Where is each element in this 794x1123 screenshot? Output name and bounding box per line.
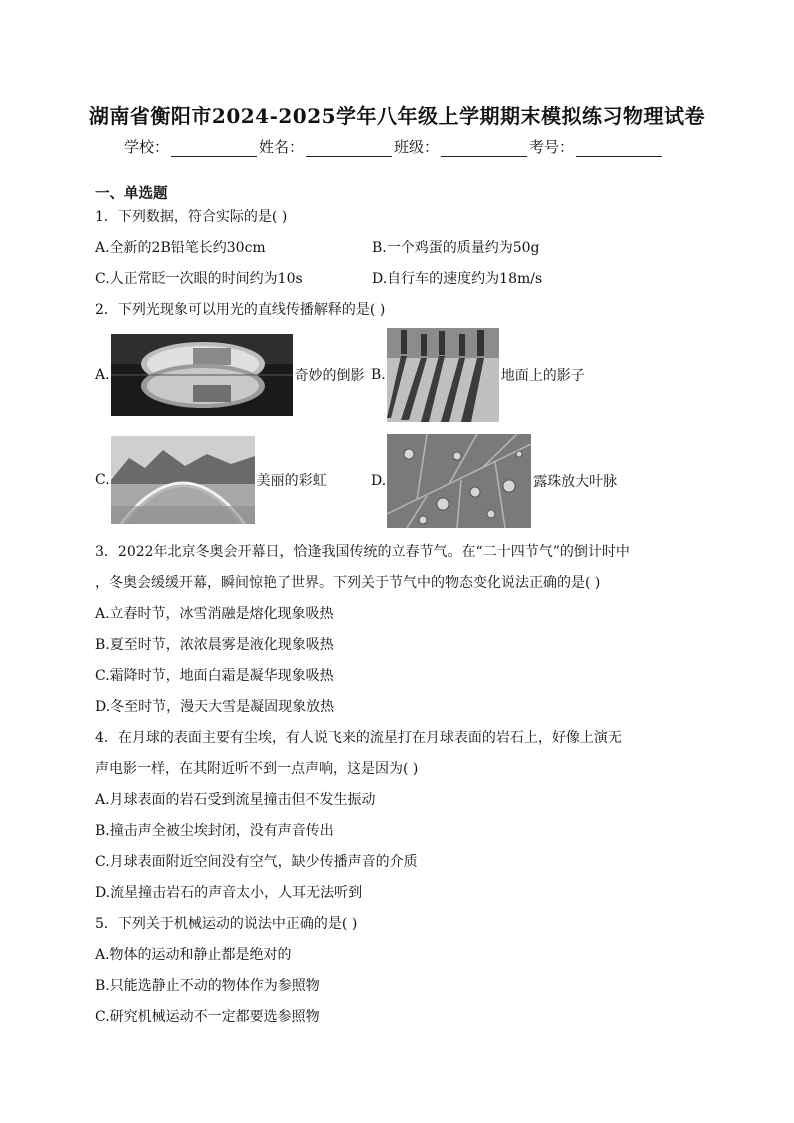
section-heading: 一、单选题 (95, 185, 168, 202)
q4-stem-line1: 4．在月球的表面主要有尘埃，有人说飞来的流星打在月球表面的岩石上，好像上演无 (95, 730, 622, 746)
q2-option-c-caption: 美丽的彩虹 (256, 473, 327, 489)
student-info-row (124, 136, 664, 157)
school-label: 学校： (124, 138, 170, 156)
q4-option-b: B.撞击声全被尘埃封闭，没有声音传出 (95, 823, 334, 839)
q4-option-a: A.月球表面的岩石受到流星撞击但不发生振动 (95, 792, 376, 808)
q4-option-d: D.流星撞击岩石的声音太小，人耳无法听到 (95, 885, 363, 901)
school-blank[interactable] (171, 142, 257, 157)
q3-option-c: C.霜降时节，地面白霜是凝华现象吸热 (95, 668, 334, 684)
q1-stem: 1．下列数据，符合实际的是( ) (95, 209, 288, 225)
rainbow-landscape-image (111, 436, 255, 524)
number-label: 考号： (529, 138, 575, 156)
q2-option-d-caption: 露珠放大叶脉 (533, 474, 618, 490)
q2-stem: 2．下列光现象可以用光的直线传播解释的是( ) (95, 302, 386, 318)
q5-option-b: B.只能选静止不动的物体作为参照物 (95, 978, 320, 994)
q3-stem-line1: 3．2022年北京冬奥会开幕日，恰逢我国传统的立春节气。在“二十四节气”的倒计时中 (95, 544, 630, 560)
q2-option-a (95, 334, 365, 416)
q2-option-b-caption: 地面上的影子 (500, 368, 585, 384)
q2-option-a-letter: A. (95, 367, 110, 383)
q2-option-a-caption: 奇妙的倒影 (294, 368, 365, 384)
opera-house-reflection-image (111, 334, 293, 416)
q1-option-b: B.一个鸡蛋的质量约为50g (372, 240, 540, 256)
q2-option-c (95, 436, 327, 524)
q5-option-c: C.研究机械运动不一定都要选参照物 (95, 1009, 320, 1025)
q2-option-b (371, 328, 585, 422)
q2-option-d (371, 434, 617, 528)
class-blank[interactable] (441, 142, 527, 157)
q1-option-d: D.自行车的速度约为18m/s (372, 271, 543, 287)
dewdrop-leaf-image (387, 434, 531, 528)
name-blank[interactable] (306, 142, 392, 157)
q5-option-a: A.物体的运动和静止都是绝对的 (95, 947, 292, 963)
q2-option-d-letter: D. (371, 473, 387, 489)
ground-shadows-image (387, 328, 499, 422)
q2-option-b-letter: B. (371, 367, 386, 383)
q4-option-c: C.月球表面附近空间没有空气，缺少传播声音的介质 (95, 854, 418, 870)
number-blank[interactable] (576, 142, 662, 157)
q5-stem: 5．下列关于机械运动的说法中正确的是( ) (95, 916, 358, 932)
q1-option-c: C.人正常眨一次眼的时间约为10s (95, 271, 303, 287)
q4-stem-line2: 声电影一样，在其附近听不到一点声响，这是因为( ) (95, 761, 419, 777)
q3-option-b: B.夏至时节，浓浓晨雾是液化现象吸热 (95, 637, 334, 653)
q3-stem-line2: ，冬奥会缓缓开幕，瞬间惊艳了世界。下列关于节气中的物态变化说法正确的是( ) (95, 575, 601, 591)
q2-option-c-letter: C. (95, 472, 110, 488)
q1-option-a: A.全新的2B铅笔长约30cm (95, 240, 266, 256)
q3-option-a: A.立春时节，冰雪消融是熔化现象吸热 (95, 606, 334, 622)
exam-title: 湖南省衡阳市2024-2025学年八年级上学期期末模拟练习物理试卷 (88, 104, 706, 128)
q3-option-d: D.冬至时节，漫天大雪是凝固现象放热 (95, 699, 335, 715)
class-label: 班级： (394, 138, 440, 156)
name-label: 姓名： (259, 138, 305, 156)
